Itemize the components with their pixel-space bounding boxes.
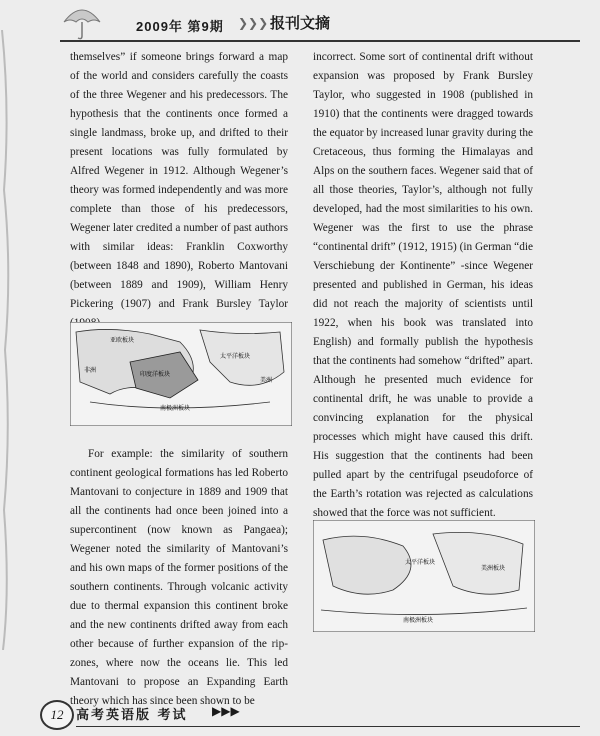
map1-label: 太平洋板块: [220, 353, 251, 360]
chevrons-icon: ❯❯❯: [238, 16, 269, 30]
map1-label: 亚欧板块: [110, 337, 135, 344]
map1-label: 美洲: [260, 377, 273, 384]
map2-label: 南极洲板块: [403, 617, 434, 624]
issue-label: 2009年 第9期: [136, 19, 224, 34]
left-paragraph-2: For example: the similarity of southern continent geological formations has led Roberto Mantovani to conjecture in 1889 and 1909 that all the continents had once been joined into a supercontinent (now known as Pangaea); Wegener noted the similarity of Mantovani’s and his own maps of the former positions of the southern continents. Through volcanic activity due to thermal expansion this continent broke and the new continents drifted away from each other because of further expansion of the rip-zones, where now the oceans lie. This led Mantovani to propose an Expanding Earth theory which has since been shown to be: [70, 448, 288, 707]
arrows-icon: ▶▶▶: [212, 704, 240, 718]
left-paragraph-1: themselves” if someone brings forward a map of the world and considers carefully the coasts of the three Wegener and his predecessors. The hypothesis that the continents once formed a single landmass, broke up, and drifted to their present locations was fully formulated by Alfred Wegener in 1912. Although Wegener’s theory was formed independently and was more complete than those of his predecessors, Wegener later credited a number of past authors with similar ideas: Franklin Coxworthy (between 1848 and 1890), Roberto Mantovani (between 1889 and 1909), William Henry Pickering (1907) and Frank Bursley Taylor: [70, 51, 288, 310]
map1-label: 印度洋板块: [140, 371, 171, 378]
page-footer: [40, 700, 580, 730]
section-title: 报刊文摘: [270, 14, 331, 32]
right-column: [313, 48, 533, 523]
right-paragraph-1: incorrect. Some sort of continental drift without expansion was proposed by Frank Bursley Taylor, who suggested in 1908 (published in 1910) that the continents were dragged towards the equator by increased lunar gravity during the Cretaceous, thus forming the Himalayas and Alps on the southern faces. Wegener said that of all those theories, Taylor’s, although not fully developed, had the most similarities to his own. Wegener was the first to use the phrase “continental drift” (1912, 1915) (in German “die Verschiebung der Kontinente” -since Wegener presented and published in German, his ideas did not reach the majority of scientists until 1922, when his book was translated into English) and formally publish the hypothesis that the continents had somehow “drifted” apart. Although he presented much evidence for continental drift, he was unable to provide a convincing explanation for the physical processes which might have caused this drift. His suggestion that the continents had been pulled apart by the centrifugal pseudoforce of the Earth’s rotation was rejected as calculations showed that the force was not sufficient.: [313, 51, 533, 519]
page-header: [60, 8, 580, 42]
map2-label: 太平洋板块: [405, 559, 436, 566]
footer-rule: [76, 726, 580, 727]
map2-label: 美洲板块: [481, 565, 506, 572]
plate-map-2: [313, 520, 535, 632]
map1-label: 非洲: [84, 367, 97, 374]
map1-label: 南极洲板块: [160, 405, 191, 412]
umbrella-icon: [60, 2, 104, 42]
plate-map-1: [70, 322, 292, 426]
header-rule: [60, 40, 580, 42]
magazine-brand: 高考英语版 考试: [76, 708, 188, 723]
page-edge-decoration: [0, 30, 14, 650]
page-number: 12: [40, 700, 74, 730]
